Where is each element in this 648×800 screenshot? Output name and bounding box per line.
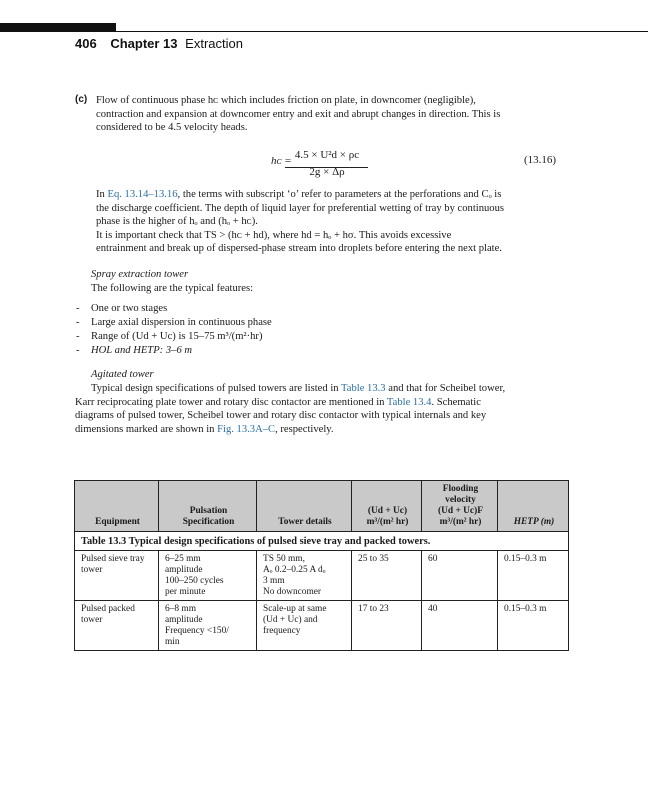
- table-cell: 25 to 35: [352, 551, 422, 601]
- bullet-marker: -: [76, 317, 80, 328]
- bullet-item: One or two stages: [91, 303, 168, 314]
- column-header: (Ud + Uc) m³/(m² hr): [352, 481, 422, 532]
- section-c-line: considered to be 4.5 velocity heads.: [96, 122, 248, 133]
- column-header: Pulsation Specification: [159, 481, 257, 532]
- text-line: entrainment and break up of dispersed-phase stream into droplets before entering the next plate.: [96, 243, 502, 254]
- text-run: , the terms with subscript ‘o’ refer to parameters at the perforations and Cₒ is: [177, 189, 502, 200]
- equation-numerator: 4.5 × U²d × ρc: [294, 149, 360, 161]
- bullet-marker: -: [76, 345, 80, 356]
- text-line: It is important check that TS > (hᴄ + hd), where hd = hₒ + hσ. This avoids excessive: [96, 229, 452, 241]
- table-caption: Table 13.3 Typical design specifications of pulsed sieve tray and packed towers.: [75, 532, 569, 551]
- table-link[interactable]: Table 13.3: [341, 383, 386, 394]
- header-bar: [0, 23, 116, 32]
- table-cell: TS 50 mm, Aₒ 0.2–0.25 A dₒ 3 mm No downcomer: [257, 551, 352, 601]
- section-c-line: Flow of continuous phase hᴄ which includes friction on plate, in downcomer (negligible),: [96, 95, 476, 106]
- text-line: the discharge coefficient. The depth of liquid layer for preferential wetting of tray by continuous: [96, 202, 505, 214]
- text-run: Karr reciprocating plate tower and rotary disc contactor are mentioned in: [75, 396, 387, 408]
- section-c-line: contraction and expansion at downcomer entry and exit and abrupt changes in direction. This is: [96, 108, 501, 120]
- table-link[interactable]: Table 13.4: [386, 396, 432, 408]
- spray-intro: The following are the typical features:: [91, 283, 254, 294]
- column-header: HETP (m): [498, 481, 569, 532]
- equation-denominator: 2g × Δρ: [309, 166, 345, 178]
- text-run: In: [96, 189, 108, 200]
- text-run: and that for Scheibel tower,: [385, 383, 506, 394]
- text-line: [75, 382, 568, 396]
- column-header: Tower details: [257, 481, 352, 532]
- equation-lhs: hᴄ =: [271, 155, 292, 167]
- text-run: . Schematic: [431, 396, 481, 408]
- table-cell: 40: [422, 601, 498, 651]
- paragraph-eq-notes: [96, 188, 568, 256]
- agitated-heading: Agitated tower: [91, 369, 154, 380]
- table-cell: Pulsed sieve tray tower: [75, 551, 159, 601]
- table-cell: Pulsed packed tower: [75, 601, 159, 651]
- text-line: diagrams of pulsed tower, Scheibel tower and rotary disc contactor with typical internals and key: [75, 410, 487, 421]
- chapter-title: Extraction: [185, 36, 243, 51]
- table-row: [75, 601, 569, 651]
- header-rule: [116, 31, 648, 32]
- spec-table: [74, 480, 569, 651]
- page-number: 406: [75, 36, 97, 51]
- text-run: dimensions marked are shown in: [75, 423, 218, 435]
- text-line: phase is the higher of hₒ and (hₒ + hᴄ).: [96, 216, 258, 227]
- spray-heading: Spray extraction tower: [91, 269, 189, 280]
- column-header: Flooding velocity (Ud + Uc)F m³/(m² hr): [422, 481, 498, 532]
- page-header: [75, 36, 243, 51]
- text-line: [75, 396, 568, 410]
- text-run: , respectively.: [275, 423, 334, 435]
- bullet-marker: -: [76, 303, 80, 314]
- column-header: Equipment: [75, 481, 159, 532]
- table-cell: 0.15–0.3 m: [498, 551, 569, 601]
- section-c-text: [96, 94, 568, 135]
- equation-number: (13.16): [524, 154, 557, 166]
- bullet-marker: -: [76, 331, 80, 342]
- text-line: [96, 188, 568, 202]
- item-label-c: (c): [75, 94, 88, 105]
- table-cell: 60: [422, 551, 498, 601]
- chapter-label: Chapter 13: [110, 36, 178, 51]
- table-cell: 6–25 mm amplitude 100–250 cycles per minute: [159, 551, 257, 601]
- bullet-item: HOL and HETP: 3–6 m: [91, 345, 193, 356]
- table-cell: 17 to 23: [352, 601, 422, 651]
- figure-link[interactable]: Fig. 13.3A–C: [217, 423, 276, 435]
- bullet-item: Large axial dispersion in continuous phase: [91, 317, 272, 328]
- table-cell: 6–8 mm amplitude Frequency <150/ min: [159, 601, 257, 651]
- table-cell: 0.15–0.3 m: [498, 601, 569, 651]
- text-line: [75, 423, 568, 437]
- table-row: [75, 551, 569, 601]
- text-run: Typical design specifications of pulsed towers are listed in: [91, 383, 342, 394]
- equation-link[interactable]: Eq. 13.14–13.16: [107, 189, 178, 200]
- table-cell: Scale-up at same (Ud + Uc) and frequency: [257, 601, 352, 651]
- paragraph-agitated: [75, 382, 568, 436]
- bullet-item: Range of (Ud + Uc) is 15–75 m³/(m²·hr): [91, 331, 263, 342]
